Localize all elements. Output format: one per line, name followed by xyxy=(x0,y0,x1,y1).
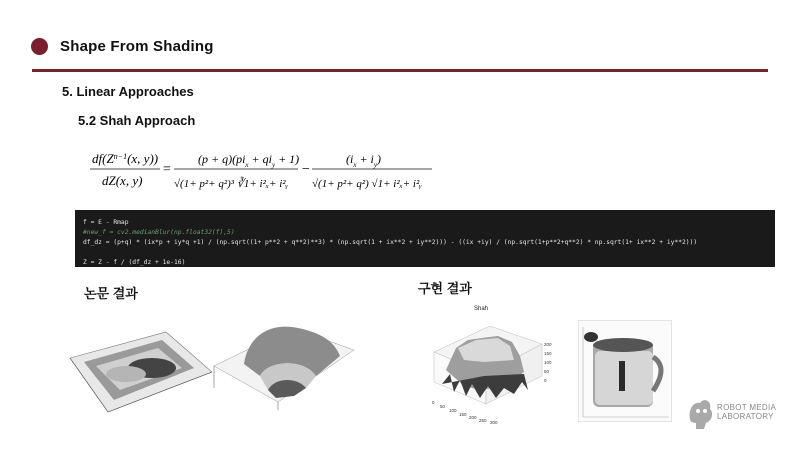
code-line-5: Z = Z - f / (df_dz + 1e-16) xyxy=(83,259,186,266)
logo-line-2: LABORATORY xyxy=(717,412,774,421)
robot-media-lab-logo xyxy=(686,395,716,436)
logo-line-1: ROBOT MEDIA xyxy=(717,403,777,412)
plot-xtick-200: 200 xyxy=(469,415,477,420)
eq-term1-denominator: √(1+ p²+ q²)³ ∛1+ i²ₓ+ i²ᵧ xyxy=(174,178,289,190)
shah-equation xyxy=(88,145,448,199)
equation-graphic xyxy=(88,145,448,195)
code-line-4 xyxy=(83,248,767,258)
eq-equals: = xyxy=(162,162,172,177)
title-rule xyxy=(32,69,768,72)
implementation-3d-plot xyxy=(424,300,554,430)
eq-lhs-numerator: $df(Z^{n-1}(x$, y)) xyxy=(92,151,159,166)
code-block xyxy=(75,210,775,267)
eq-term2-denominator: √(1+ p²+ q²) √1+ i²ₓ+ i²ᵧ xyxy=(312,178,422,190)
plot-xtick-0: 0 xyxy=(432,400,435,405)
caption-implementation-results: 구현 결과 xyxy=(418,281,472,296)
logo-text xyxy=(717,403,776,421)
plot-ytick-0: 0 xyxy=(544,378,547,383)
caption-paper-results: 논문 결과 xyxy=(84,286,138,301)
plot-ytick-200: 200 xyxy=(544,342,552,347)
plot-ytick-150: 150 xyxy=(544,351,552,356)
plot-ytick-50: 50 xyxy=(544,369,550,374)
section-heading: 5. Linear Approaches xyxy=(62,84,194,99)
plot-xtick-300: 300 xyxy=(490,420,498,425)
paper-result-surface-1 xyxy=(66,310,216,425)
plot-title: Shah xyxy=(474,306,489,312)
eq-term2-numerator: $(i_x + i_y)$ xyxy=(346,152,381,169)
code-line-3: df_dz = (p+q) * (ix*p + iy*q +1) / (np.sqrt((1+ p**2 + q**2)**3) * (np.sqrt(1 + ix**2 + iy**2))) - ((ix +iy) / (np.sqrt(1+p**2+q**2) * np.sqrt(1+ ix**2 + iy**2))) xyxy=(83,239,698,246)
plot-xtick-50: 50 xyxy=(440,404,446,409)
title-bullet xyxy=(31,38,48,55)
paper-result-surface-2 xyxy=(208,306,358,416)
plot-ytick-100: 100 xyxy=(544,360,552,365)
eq-lhs-denominator: dZ(x, y) xyxy=(102,173,143,188)
subsection-heading: 5.2 Shah Approach xyxy=(78,113,196,128)
eq-minus: − xyxy=(301,162,311,177)
plot-xtick-100: 100 xyxy=(449,408,457,413)
plot-xtick-250: 250 xyxy=(479,418,487,423)
implementation-mug-image xyxy=(578,320,672,422)
slide-title: Shape From Shading xyxy=(60,38,214,55)
code-line-2: #new_f = cv2.medianBlur(np.float32(f),5) xyxy=(83,229,235,236)
eq-term1-numerator: $(p + q)(pi_x + qi_y + 1)$ xyxy=(198,152,300,169)
plot-xtick-150: 150 xyxy=(459,412,467,417)
code-line-1: f = E - Rmap xyxy=(83,219,129,226)
